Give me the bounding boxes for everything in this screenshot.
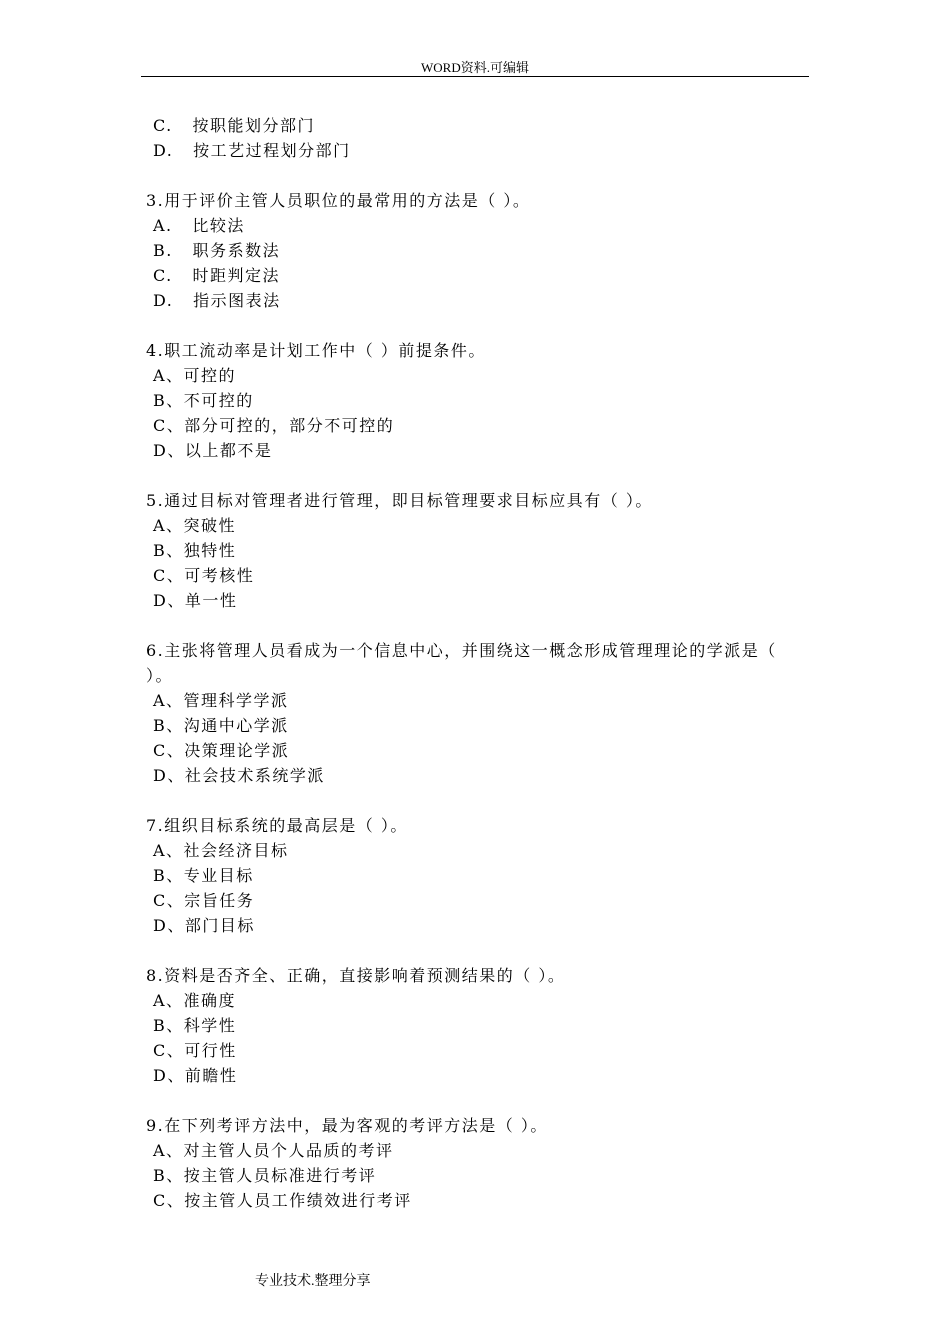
option-line: D. 指示图表法 — [153, 291, 281, 310]
question-4 — [146, 338, 806, 463]
page-footer: 专业技术.整理分享 — [255, 1274, 371, 1289]
option-line: A、突破性 — [153, 516, 237, 535]
option-line: D、部门目标 — [153, 916, 255, 935]
option-line: A、管理科学学派 — [153, 691, 289, 710]
option-line: B、不可控的 — [153, 391, 254, 410]
question-stem: 5.通过目标对管理者进行管理，即目标管理要求目标应具有（ ）。 — [146, 491, 653, 510]
header-text: WORD资料.可编辑 — [421, 60, 529, 75]
option-line: C、部分可控的，部分不可控的 — [153, 416, 395, 435]
option-line: C、宗旨任务 — [153, 891, 255, 910]
question-stem: 6.主张将管理人员看成为一个信息中心，并围绕这一概念形成管理理论的学派是（ ）。 — [146, 641, 777, 685]
option-line: B. 职务系数法 — [153, 241, 281, 260]
option-line: B、按主管人员标准进行考评 — [153, 1166, 377, 1185]
question-7 — [146, 813, 806, 938]
question-stem: 9.在下列考评方法中，最为客观的考评方法是（ ）。 — [146, 1116, 548, 1135]
option-line: B、独特性 — [153, 541, 237, 560]
option-line: D、以上都不是 — [153, 441, 273, 460]
document-body — [146, 113, 806, 1213]
question-6 — [146, 638, 806, 788]
option-line: A、社会经济目标 — [153, 841, 289, 860]
option-line: A. 比较法 — [153, 216, 245, 235]
option-line: C. 按职能划分部门 — [153, 116, 316, 135]
question-8 — [146, 963, 806, 1088]
option-line: C、可考核性 — [153, 566, 255, 585]
option-line: C、按主管人员工作绩效进行考评 — [153, 1191, 412, 1210]
question-stem: 3.用于评价主管人员职位的最常用的方法是（ ）。 — [146, 191, 531, 210]
option-line: C、决策理论学派 — [153, 741, 290, 760]
question-3 — [146, 188, 806, 313]
question-stem: 4.职工流动率是计划工作中（ ）前提条件。 — [146, 341, 486, 360]
option-line: A、准确度 — [153, 991, 237, 1010]
page-header — [141, 60, 809, 77]
option-line: A、对主管人员个人品质的考评 — [153, 1141, 394, 1160]
option-line: D、单一性 — [153, 591, 238, 610]
question-stem: 8.资料是否齐全、正确，直接影响着预测结果的（ ）。 — [146, 966, 566, 985]
option-line: D. 按工艺过程划分部门 — [153, 141, 351, 160]
option-line: C、可行性 — [153, 1041, 237, 1060]
option-line: A、可控的 — [153, 366, 237, 385]
option-line: C. 时距判定法 — [153, 266, 281, 285]
question-5 — [146, 488, 806, 613]
option-line: D、社会技术系统学派 — [153, 766, 325, 785]
question-9 — [146, 1113, 806, 1213]
question-stem: 7.组织目标系统的最高层是（ ）。 — [146, 816, 408, 835]
option-line: B、科学性 — [153, 1016, 237, 1035]
option-line: B、沟通中心学派 — [153, 716, 289, 735]
option-line: B、专业目标 — [153, 866, 254, 885]
option-line: D、前瞻性 — [153, 1066, 238, 1085]
